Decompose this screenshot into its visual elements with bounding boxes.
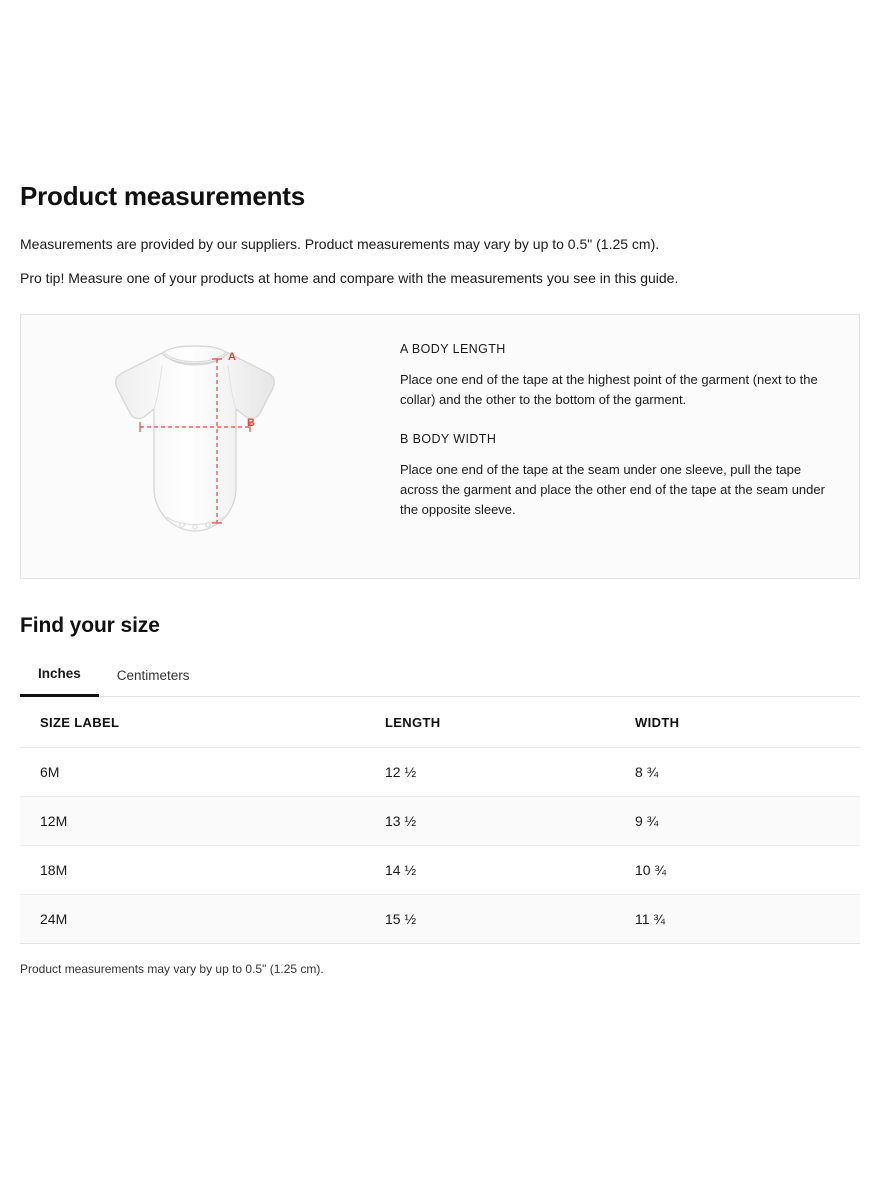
size-table	[20, 697, 860, 944]
table-row	[20, 846, 860, 895]
cell-width: 10 ¾	[615, 846, 860, 895]
size-table-body	[20, 748, 860, 944]
onesie-illustration	[100, 339, 290, 554]
page-title: Product measurements	[20, 181, 305, 211]
measurement-instructions-panel	[20, 314, 860, 579]
unit-tabs	[20, 657, 860, 697]
body-width-description: Place one end of the tape at the seam under one sleeve, pull the tape across the garment and place the other end of the tape at the seam under the opposite sleeve.	[400, 462, 825, 517]
column-header-size-label: SIZE LABEL	[20, 697, 365, 748]
cell-width: 11 ¾	[615, 895, 860, 944]
size-guide-content	[20, 180, 860, 978]
diagram-label-a: A	[228, 351, 236, 363]
intro-paragraph-2: Pro tip! Measure one of your products at home and compare with the measurements you see in this guide.	[20, 270, 679, 286]
table-row	[20, 895, 860, 944]
cell-length: 13 ½	[365, 797, 615, 846]
body-length-description: Place one end of the tape at the highest point of the garment (next to the collar) and the other to the bottom of the garment.	[400, 372, 818, 407]
column-header-width: WIDTH	[615, 697, 860, 748]
tab-centimeters[interactable]: Centimeters	[99, 658, 208, 697]
column-header-length: LENGTH	[365, 697, 615, 748]
cell-size: 24M	[20, 895, 365, 944]
table-header-row	[20, 697, 860, 748]
diagram-label-b: B	[247, 417, 255, 429]
body-width-heading: B BODY WIDTH	[400, 432, 497, 446]
cell-length: 12 ½	[365, 748, 615, 797]
cell-length: 14 ½	[365, 846, 615, 895]
cell-size: 6M	[20, 748, 365, 797]
cell-length: 15 ½	[365, 895, 615, 944]
table-footnote: Product measurements may vary by up to 0.5" (1.25 cm).	[20, 962, 324, 976]
table-row	[20, 797, 860, 846]
onesie-icon	[100, 339, 290, 554]
table-row	[20, 748, 860, 797]
intro-paragraph-1: Measurements are provided by our suppliers. Product measurements may vary by up to 0.5" (1.25 cm).	[20, 236, 660, 252]
tab-inches[interactable]: Inches	[20, 658, 99, 697]
cell-size: 12M	[20, 797, 365, 846]
measurement-instructions-text	[369, 315, 859, 578]
body-length-heading: A BODY LENGTH	[400, 342, 506, 356]
garment-diagram	[21, 315, 369, 578]
cell-width: 8 ¾	[615, 748, 860, 797]
size-table-head	[20, 697, 860, 748]
cell-size: 18M	[20, 846, 365, 895]
cell-width: 9 ¾	[615, 797, 860, 846]
find-your-size-title: Find your size	[20, 614, 160, 637]
